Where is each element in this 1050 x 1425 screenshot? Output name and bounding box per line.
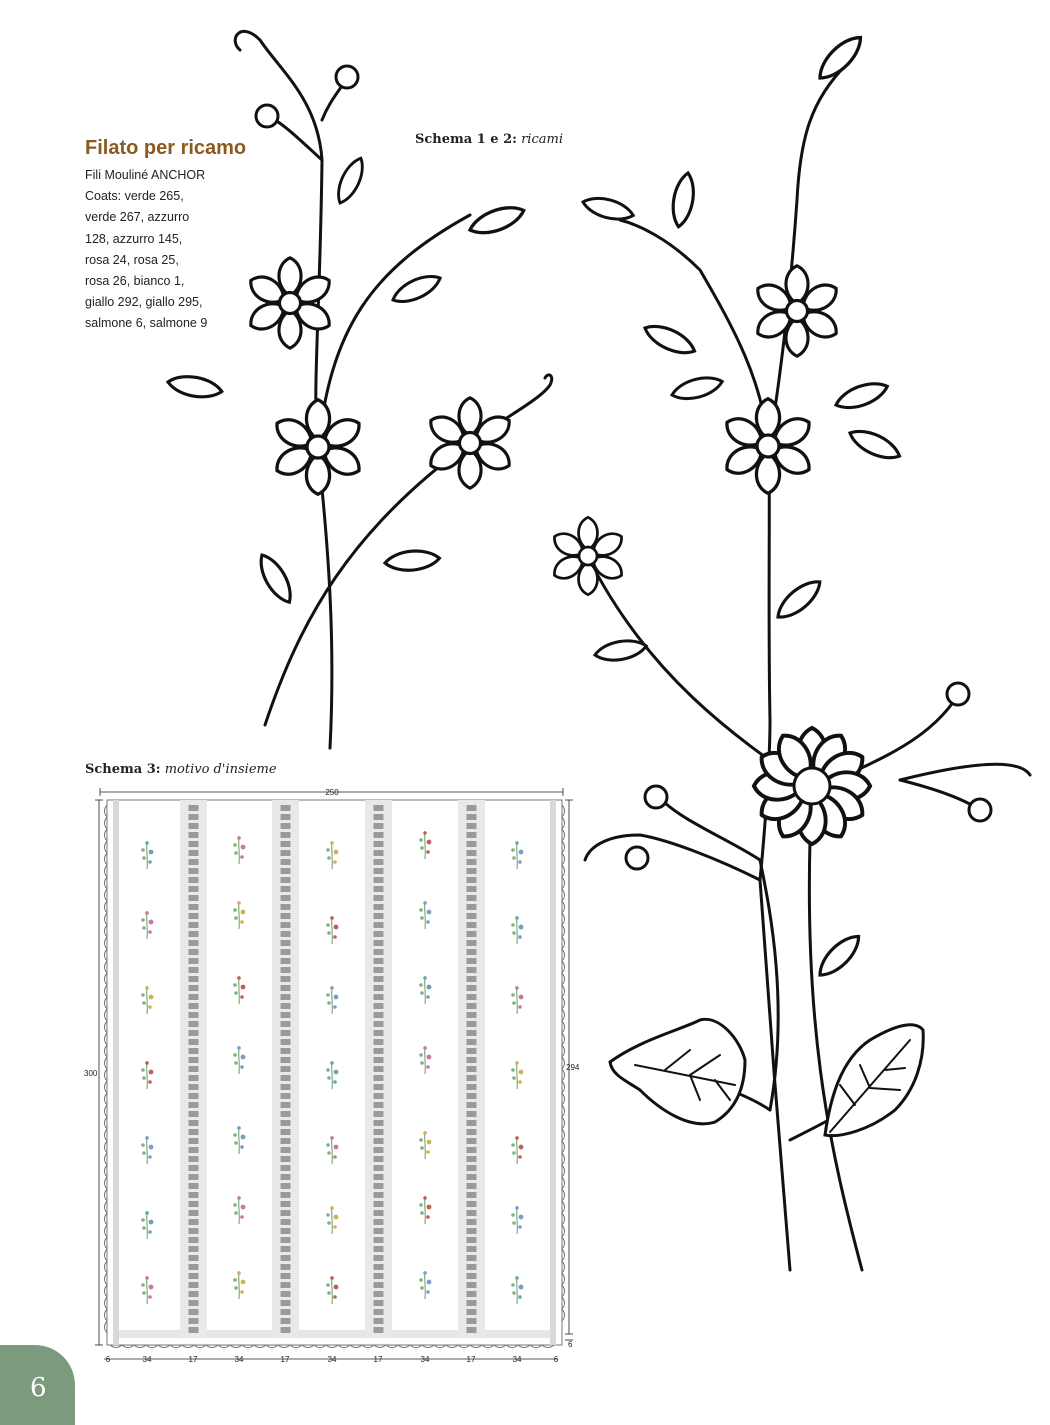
bottom-dim-label: 34 xyxy=(142,1355,152,1364)
height-right-label: 294 xyxy=(566,1063,580,1072)
yarn-line: giallo 292, giallo 295, xyxy=(85,295,203,310)
yarn-line: 128, azzurro 145, xyxy=(85,231,183,246)
yarn-line: Fili Mouliné ANCHOR xyxy=(85,168,206,182)
caption-schema-3: Schema 3: motivo d'insieme xyxy=(85,762,277,777)
lace-strip xyxy=(365,800,392,1338)
yarn-line: Coats: verde 265, xyxy=(85,189,184,204)
schema-1-drawing xyxy=(166,31,551,748)
schema-3-diagram xyxy=(84,788,580,1364)
yarn-title: Filato per ricamo xyxy=(85,137,247,159)
lace-strip xyxy=(180,800,207,1338)
bottom-dim-label: 34 xyxy=(234,1355,244,1364)
width-label: 250 xyxy=(325,788,339,797)
bottom-dim-label: 17 xyxy=(373,1355,383,1364)
bottom-dim-label: 34 xyxy=(327,1355,337,1364)
bottom-dim-label: 17 xyxy=(280,1355,290,1364)
yarn-line: verde 267, azzurro xyxy=(85,210,190,225)
yarn-line: rosa 26, bianco 1, xyxy=(85,274,185,289)
bottom-dim-label: 34 xyxy=(512,1355,522,1364)
bottom-dim-label: 17 xyxy=(466,1355,476,1364)
corner-label: 6 xyxy=(568,1340,573,1349)
page-number: 6 xyxy=(30,1373,47,1403)
bottom-dimensions xyxy=(106,1355,559,1364)
lace-strip xyxy=(458,800,485,1338)
height-left-label: 300 xyxy=(84,1069,98,1078)
schema-2-drawing xyxy=(550,31,1030,1270)
lace-strip xyxy=(272,800,299,1338)
yarn-line: salmone 6, salmone 9 xyxy=(85,316,208,331)
bottom-dim-label: 6 xyxy=(105,1355,111,1364)
bottom-dim-label: 34 xyxy=(420,1355,430,1364)
caption-schema-1-2: Schema 1 e 2: ricami xyxy=(415,132,563,147)
yarn-line: rosa 24, rosa 25, xyxy=(85,252,179,267)
bottom-dim-label: 6 xyxy=(553,1355,559,1364)
bottom-dim-label: 17 xyxy=(188,1355,198,1364)
